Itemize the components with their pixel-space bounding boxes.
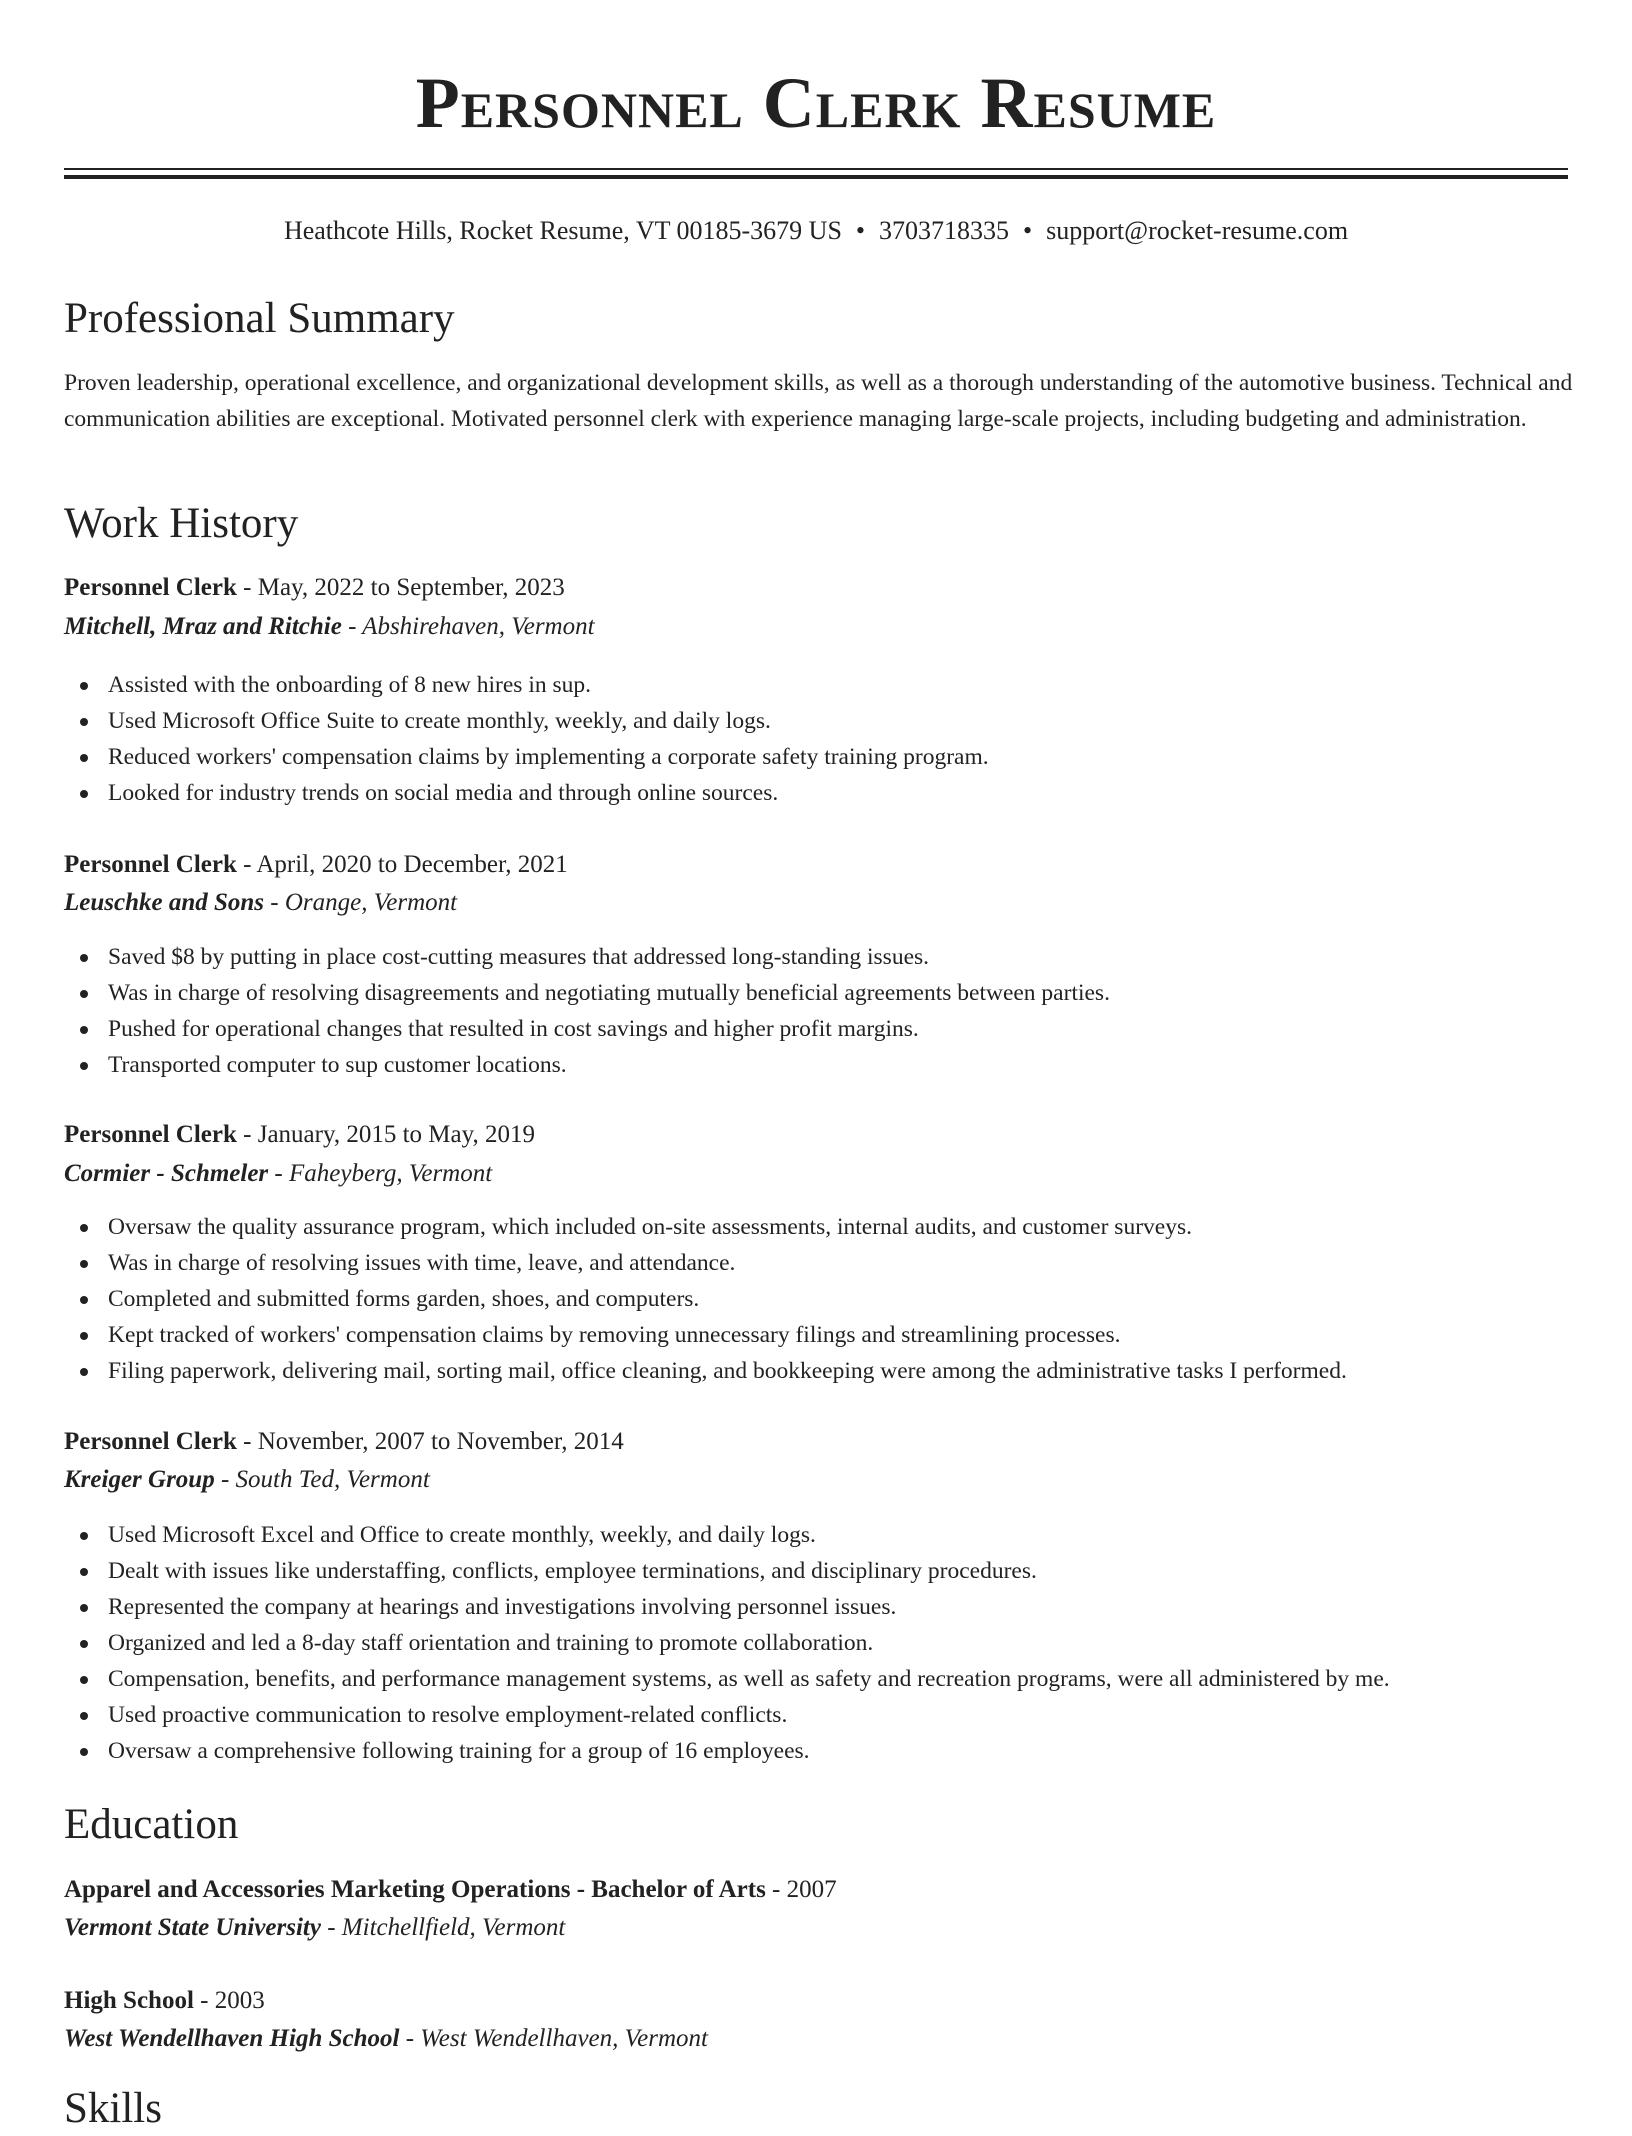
list-item: Used Microsoft Office Suite to create monthly, weekly, and daily logs. [64,703,989,739]
job-title-line [64,1118,535,1152]
list-item: Oversaw the quality assurance program, which included on-site assessments, internal audits, and customer surveys. [64,1209,1347,1245]
list-item: Pushed for operational changes that resulted in cost savings and higher profit margins. [64,1011,1110,1047]
list-item: Used proactive communication to resolve employment-related conflicts. [64,1697,1390,1733]
job-company-line [64,1463,430,1497]
job-bullets [64,939,1110,1083]
contact-email: support@rocket-resume.com [1046,216,1349,245]
list-item: Kept tracked of workers' compensation claims by removing unnecessary filings and streamlining processes. [64,1317,1347,1353]
job-location: - South Ted, Vermont [214,1466,430,1493]
job-location: - Faheyberg, Vermont [268,1160,493,1187]
title-divider-thin [64,168,1568,170]
job-company: Leuschke and Sons [64,889,265,916]
contact-separator: • [1023,216,1033,245]
job-title-line [64,571,565,605]
job-bullets [64,1517,1390,1769]
job-company: Cormier - Schmeler [64,1160,269,1187]
job-dates: - May, 2022 to September, 2023 [236,574,565,601]
job-title: Personnel Clerk [64,1121,237,1148]
education-degree-line [64,1873,837,1907]
education-location: - Mitchellfield, Vermont [320,1914,566,1941]
job-dates: - November, 2007 to November, 2014 [236,1428,624,1455]
job-dates: - January, 2015 to May, 2019 [236,1121,535,1148]
contact-line [0,214,1632,248]
job-company-line [64,1157,492,1191]
contact-separator: • [855,216,866,245]
education-school: West Wendellhaven High School [64,2025,400,2052]
list-item: Was in charge of resolving issues with time, leave, and attendance. [64,1245,1347,1281]
summary-text: Proven leadership, operational excellence, and organizational development skills, as well as a thorough understanding of the automotive business. Technical and communication abilities are exceptional. Motivated personnel clerk with experience managing large-scale projects, including budgeting and administration. [64,370,1573,432]
job-bullets [64,1209,1347,1389]
list-item: Used Microsoft Excel and Office to create monthly, weekly, and daily logs. [64,1517,1390,1553]
education-school-line [64,1911,565,1945]
skills-heading: Skills [64,2085,162,2132]
list-item: Filing paperwork, delivering mail, sorting mail, office cleaning, and bookkeeping were among the administrative tasks I performed. [64,1353,1347,1389]
education-degree-line [64,1984,265,2018]
job-bullets [64,667,989,811]
education-location: - West Wendellhaven, Vermont [399,2025,708,2052]
list-item: Transported computer to sup customer locations. [64,1047,1110,1083]
list-item: Looked for industry trends on social media and through online sources. [64,775,989,811]
list-item: Reduced workers' compensation claims by implementing a corporate safety training program. [64,739,989,775]
job-company-line [64,886,457,920]
job-dates: - April, 2020 to December, 2021 [236,851,568,878]
education-year: - 2003 [193,1987,265,2014]
education-year: - 2007 [765,1876,837,1903]
job-company: Kreiger Group [64,1466,215,1493]
work-history-heading: Work History [64,500,299,547]
job-location: - Orange, Vermont [264,889,458,916]
list-item: Assisted with the onboarding of 8 new hires in sup. [64,667,989,703]
job-company-line [64,610,595,644]
list-item: Compensation, benefits, and performance management systems, as well as safety and recreation programs, were all administered by me. [64,1661,1390,1697]
list-item: Dealt with issues like understaffing, conflicts, employee terminations, and disciplinary procedures. [64,1553,1390,1589]
education-degree: High School [64,1987,194,2014]
job-location: - Abshirehaven, Vermont [341,613,595,640]
job-title-line [64,1425,624,1459]
contact-address: Heathcote Hills, Rocket Resume, VT 00185-3679 US [283,216,842,245]
list-item: Oversaw a comprehensive following training for a group of 16 employees. [64,1733,1390,1769]
list-item: Organized and led a 8-day staff orientation and training to promote collaboration. [64,1625,1390,1661]
job-title: Personnel Clerk [64,574,237,601]
job-title: Personnel Clerk [64,851,237,878]
list-item: Completed and submitted forms garden, shoes, and computers. [64,1281,1347,1317]
list-item: Was in charge of resolving disagreements and negotiating mutually beneficial agreements between parties. [64,975,1110,1011]
job-company: Mitchell, Mraz and Ritchie [64,613,342,640]
education-heading: Education [64,1801,239,1848]
title-divider-thick [64,175,1568,179]
job-title: Personnel Clerk [64,1428,237,1455]
education-degree: Apparel and Accessories Marketing Operations - Bachelor of Arts [64,1876,766,1903]
contact-phone: 3703718335 [879,216,1010,245]
education-school-line [64,2022,708,2056]
list-item: Represented the company at hearings and investigations involving personnel issues. [64,1589,1390,1625]
resume-title: Personnel Clerk Resume [415,63,1217,143]
summary-heading: Professional Summary [64,295,455,342]
education-school: Vermont State University [64,1914,321,1941]
list-item: Saved $8 by putting in place cost-cutting measures that addressed long-standing issues. [64,939,1110,975]
job-title-line [64,848,568,882]
